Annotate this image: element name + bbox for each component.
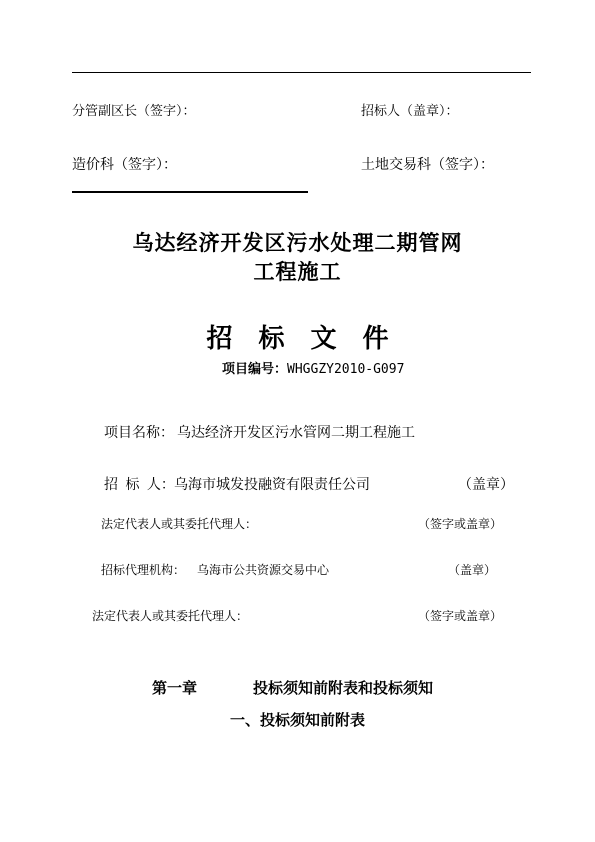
cost-section-signature-label: 造价科（签字）： bbox=[72, 157, 177, 173]
section-heading: 一、投标须知前附表 bbox=[229, 711, 365, 729]
agency-representative-label: 法定代表人或其委托代理人： bbox=[92, 609, 249, 623]
deputy-director-signature-label: 分管副区长（签字）： bbox=[72, 104, 196, 119]
section-rule bbox=[72, 191, 308, 193]
chapter-title: 投标须知前附表和投标须知 bbox=[253, 679, 434, 697]
legal-representative-signature: （签字或盖章） bbox=[418, 517, 503, 531]
document-type-heading: 招 标 文 件 bbox=[206, 324, 389, 354]
tender-agency-value: 乌海市公共资源交易中心 bbox=[197, 563, 330, 577]
tenderer-label: 招 标 人： bbox=[104, 477, 175, 493]
project-number-value: WHGGZY2010-G097 bbox=[287, 362, 405, 377]
chapter-number: 第一章 bbox=[152, 679, 198, 697]
tender-agency-seal: （盖章） bbox=[448, 563, 497, 577]
project-name-value: 乌达经济开发区污水管网二期工程施工 bbox=[177, 425, 415, 441]
project-name-label: 项目名称： bbox=[104, 425, 174, 441]
project-number-label: 项目编号： bbox=[222, 362, 288, 377]
tenderer-seal: （盖章） bbox=[458, 477, 514, 493]
tender-agency-label: 招标代理机构： bbox=[101, 563, 186, 577]
tenderer-seal-label: 招标人（盖章）： bbox=[361, 104, 459, 119]
legal-representative-label: 法定代表人或其委托代理人： bbox=[101, 517, 258, 531]
tenderer-value: 乌海市城发投融资有限责任公司 bbox=[174, 477, 370, 493]
top-rule bbox=[72, 72, 531, 73]
project-title-line2: 工程施工 bbox=[253, 260, 342, 284]
agency-representative-signature: （签字或盖章） bbox=[418, 609, 503, 623]
land-trading-signature-label: 土地交易科（签字）： bbox=[361, 157, 494, 173]
project-number bbox=[222, 358, 404, 377]
project-title-line1: 乌达经济开发区污水处理二期管网 bbox=[132, 231, 463, 255]
